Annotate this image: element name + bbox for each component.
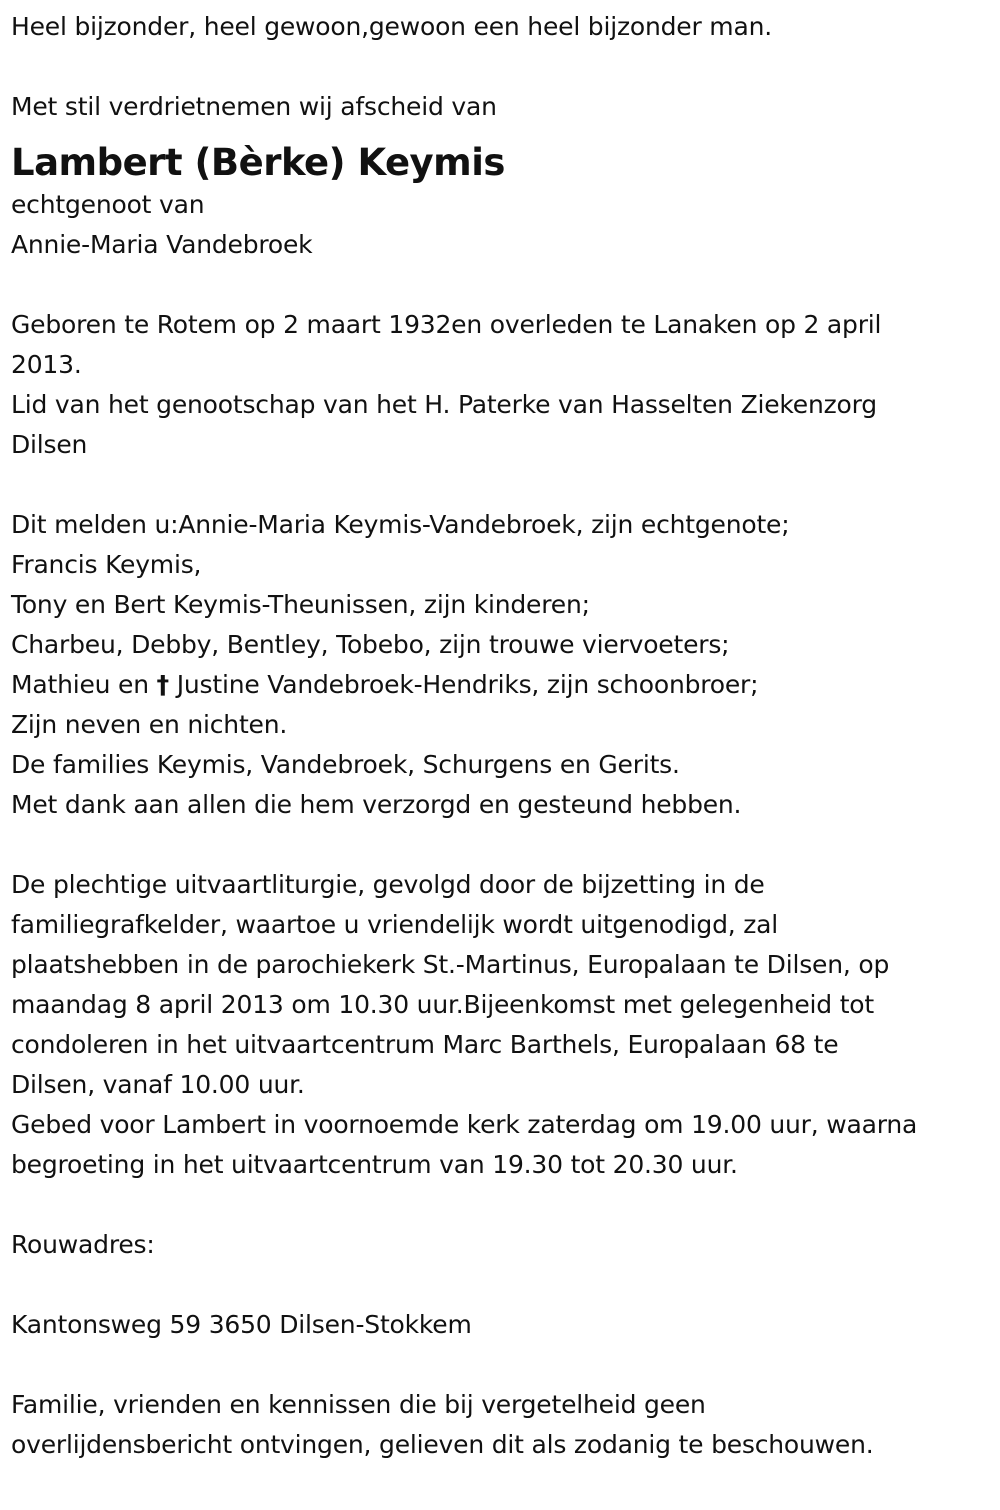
funeral-line-3: plaatshebben in de parochiekerk St.-Martinus, Europalaan te Dilsen, op bbox=[11, 950, 890, 979]
spouse-name: Annie-Maria Vandebroek bbox=[11, 230, 313, 259]
born-line-1: Geboren te Rotem op 2 maart 1932en overleden te Lanaken op 2 april bbox=[11, 310, 882, 339]
announcers-line-3: Tony en Bert Keymis-Theunissen, zijn kinderen; bbox=[11, 590, 590, 619]
obituary-text bbox=[11, 7, 996, 1465]
funeral-line-6: Dilsen, vanaf 10.00 uur. bbox=[11, 1070, 305, 1099]
spacer bbox=[11, 1185, 996, 1225]
intro-line-1: Heel bijzonder, heel gewoon,gewoon een heel bijzonder man. bbox=[11, 12, 772, 41]
funeral-line-8: begroeting in het uitvaartcentrum van 19.30 tot 20.30 uur. bbox=[11, 1150, 738, 1179]
deceased-name: Lambert (Bèrke) Keymis bbox=[11, 141, 505, 184]
announcers-line-6: Zijn neven en nichten. bbox=[11, 710, 288, 739]
address-value: Kantonsweg 59 3650 Dilsen-Stokkem bbox=[11, 1310, 472, 1339]
spacer bbox=[11, 47, 996, 87]
announcers-line-5-after: Justine Vandebroek-Hendriks, zijn schoonbroer; bbox=[176, 670, 759, 699]
closing-line-1: Familie, vrienden en kennissen die bij vergetelheid geen bbox=[11, 1390, 706, 1419]
funeral-line-5: condoleren in het uitvaartcentrum Marc Barthels, Europalaan 68 te bbox=[11, 1030, 839, 1059]
cross-icon: † bbox=[156, 670, 169, 699]
spacer bbox=[11, 825, 996, 865]
spacer bbox=[11, 1345, 996, 1385]
member-line-2: Dilsen bbox=[11, 430, 88, 459]
member-line-1: Lid van het genootschap van het H. Paterke van Hasselten Ziekenzorg bbox=[11, 390, 877, 419]
announcers-line-5-before: Mathieu en bbox=[11, 670, 157, 699]
funeral-line-4: maandag 8 april 2013 om 10.30 uur.Bijeenkomst met gelegenheid tot bbox=[11, 990, 875, 1019]
spacer bbox=[11, 1265, 996, 1305]
announcers-line-8: Met dank aan allen die hem verzorgd en gesteund hebben. bbox=[11, 790, 742, 819]
closing-line-2: overlijdensbericht ontvingen, gelieven dit als zodanig te beschouwen. bbox=[11, 1430, 874, 1459]
funeral-line-2: familiegrafkelder, waartoe u vriendelijk wordt uitgenodigd, zal bbox=[11, 910, 779, 939]
announcers-line-5 bbox=[11, 665, 996, 705]
intro-line-2: Met stil verdrietnemen wij afscheid van bbox=[11, 92, 497, 121]
funeral-line-7: Gebed voor Lambert in voornoemde kerk zaterdag om 19.00 uur, waarna bbox=[11, 1110, 918, 1139]
address-label: Rouwadres: bbox=[11, 1230, 155, 1259]
spacer bbox=[11, 265, 996, 305]
announcers-line-2: Francis Keymis, bbox=[11, 550, 202, 579]
announcers-line-4: Charbeu, Debby, Bentley, Tobebo, zijn trouwe viervoeters; bbox=[11, 630, 730, 659]
born-line-2: 2013. bbox=[11, 350, 82, 379]
spouse-label: echtgenoot van bbox=[11, 190, 205, 219]
announcers-line-1: Dit melden u:Annie-Maria Keymis-Vandebroek, zijn echtgenote; bbox=[11, 510, 790, 539]
funeral-line-1: De plechtige uitvaartliturgie, gevolgd door de bijzetting in de bbox=[11, 870, 765, 899]
spacer bbox=[11, 465, 996, 505]
announcers-line-7: De families Keymis, Vandebroek, Schurgens en Gerits. bbox=[11, 750, 680, 779]
